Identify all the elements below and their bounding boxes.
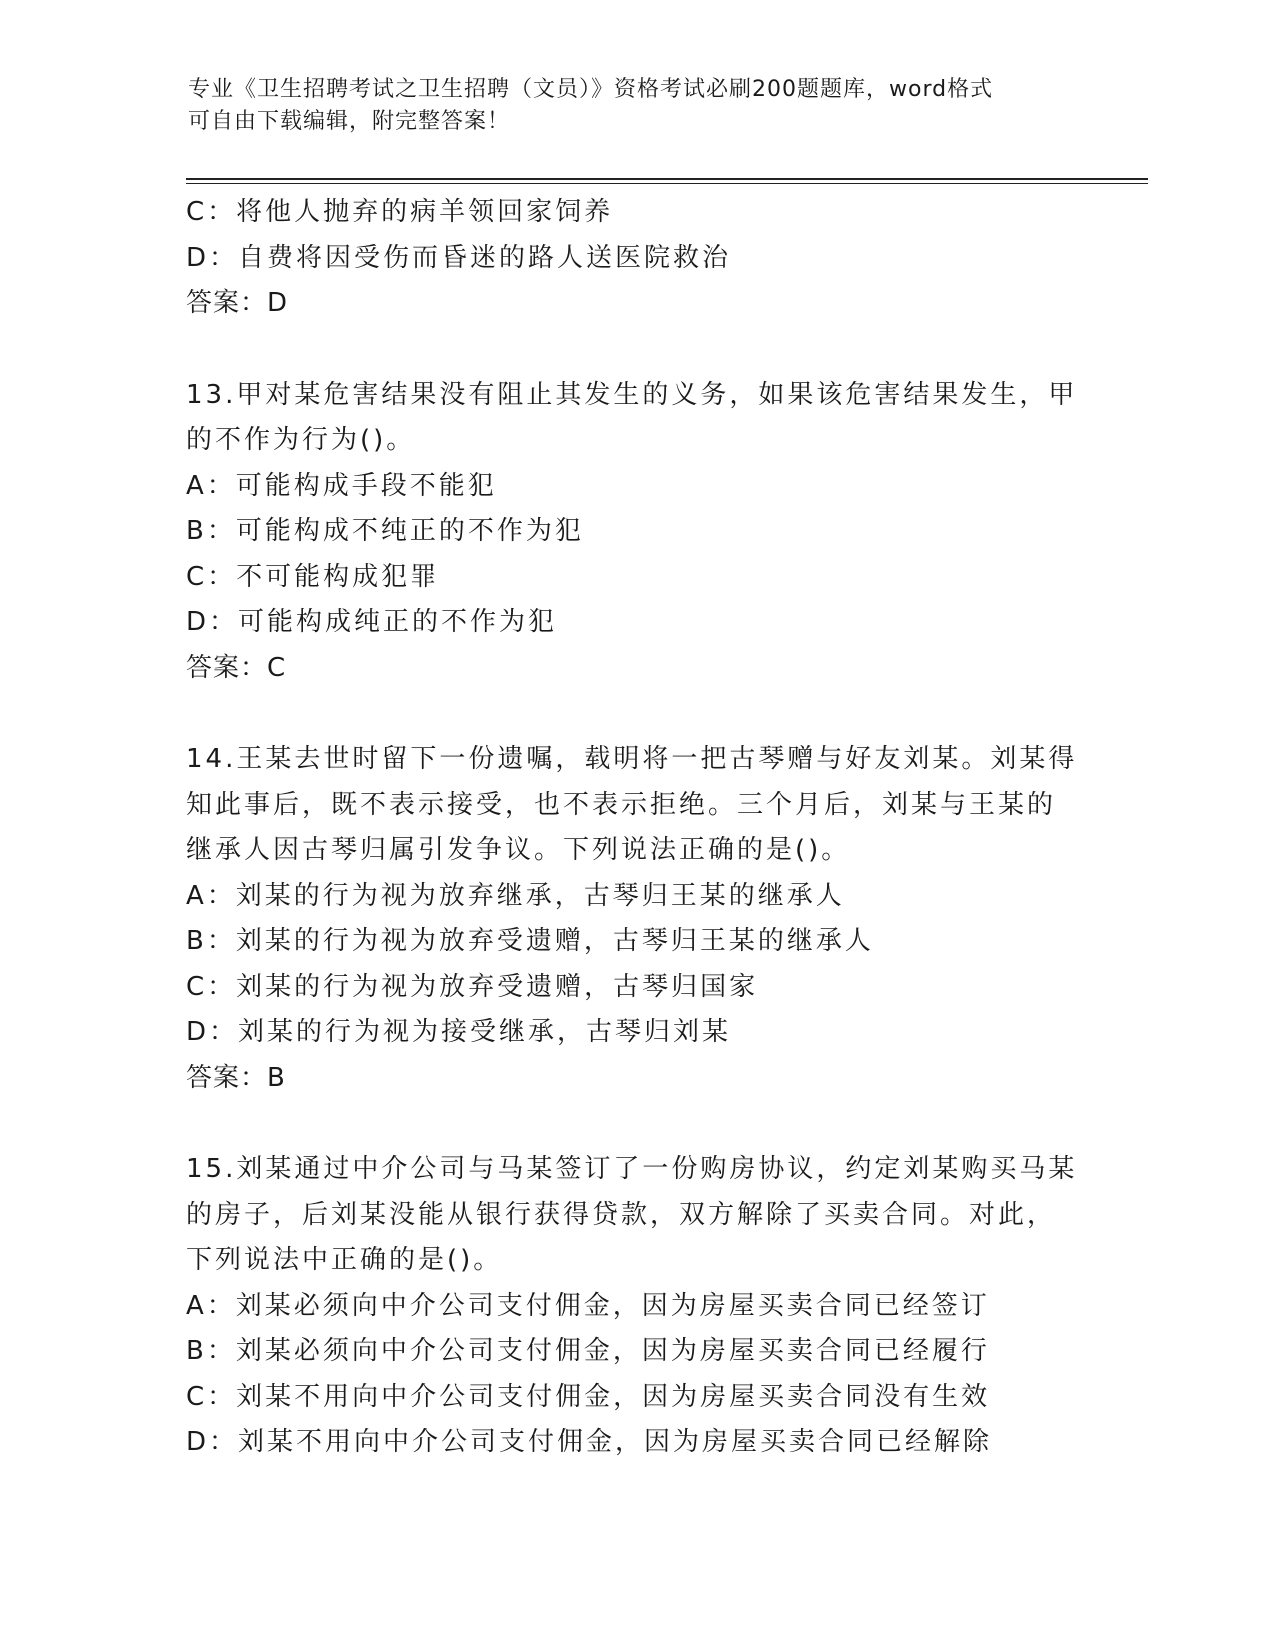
question-stem: 13.甲对某危害结果没有阻止其发生的义务，如果该危害结果发生，甲 [186,379,1078,410]
option-a: A：可能构成手段不能犯 [186,470,497,501]
option-d: D：可能构成纯正的不作为犯 [186,607,558,637]
answer: 答案：B [186,1062,286,1093]
option-b: B：可能构成不纯正的不作为犯 [186,516,584,546]
spacer [186,691,1086,737]
question-stem: 下列说法中正确的是()。 [186,1245,503,1275]
spacer [186,327,1086,373]
header-line-2: 可自由下载编辑，附完整答案！ [188,109,511,134]
question-stem: 的房子，后刘某没能从银行获得贷款，双方解除了买卖合同。对此， [186,1199,1057,1230]
option-b: B：刘某的行为视为放弃受遗赠，古琴归王某的继承人 [186,926,874,956]
option-c: C：刘某的行为视为放弃受遗赠，古琴归国家 [186,971,759,1002]
question-stem: 15.刘某通过中介公司与马某签订了一份购房协议，约定刘某购买马某 [186,1154,1078,1184]
option-c: C：不可能构成犯罪 [186,561,440,592]
question-12-tail [186,190,1086,327]
option-a: A：刘某必须向中介公司支付佣金，因为房屋买卖合同已经签订 [186,1290,990,1321]
option-c: C：刘某不用向中介公司支付佣金，因为房屋买卖合同没有生效 [186,1381,991,1412]
question-14 [186,737,1086,1101]
option-a: A：刘某的行为视为放弃继承，古琴归王某的继承人 [186,880,845,911]
question-13 [186,373,1086,692]
header-divider-thick [186,178,1148,180]
spacer [186,1101,1086,1147]
answer: 答案：D [186,288,289,318]
question-stem: 的不作为行为()。 [186,425,416,455]
option-c: C：将他人抛弃的病羊领回家饲养 [186,197,614,227]
answer: 答案：C [186,652,287,683]
document-header [188,74,1088,138]
option-d: D：刘某的行为视为接受继承，古琴归刘某 [186,1017,732,1047]
header-line-1: 专业《卫生招聘考试之卫生招聘（文员）》资格考试必刷200题题库，word格式 [188,77,994,102]
option-b: B：刘某必须向中介公司支付佣金，因为房屋买卖合同已经履行 [186,1336,990,1366]
option-d: D：自费将因受伤而昏迷的路人送医院救治 [186,242,732,273]
header-divider-thin [186,183,1148,184]
question-stem: 继承人因古琴归属引发争议。下列说法正确的是()。 [186,835,851,865]
question-stem: 知此事后，既不表示接受，也不表示拒绝。三个月后，刘某与王某的 [186,789,1057,820]
question-list [186,190,1086,1466]
option-d: D：刘某不用向中介公司支付佣金，因为房屋买卖合同已经解除 [186,1427,993,1457]
question-15 [186,1147,1086,1466]
question-stem: 14.王某去世时留下一份遗嘱，载明将一把古琴赠与好友刘某。刘某得 [186,744,1078,774]
